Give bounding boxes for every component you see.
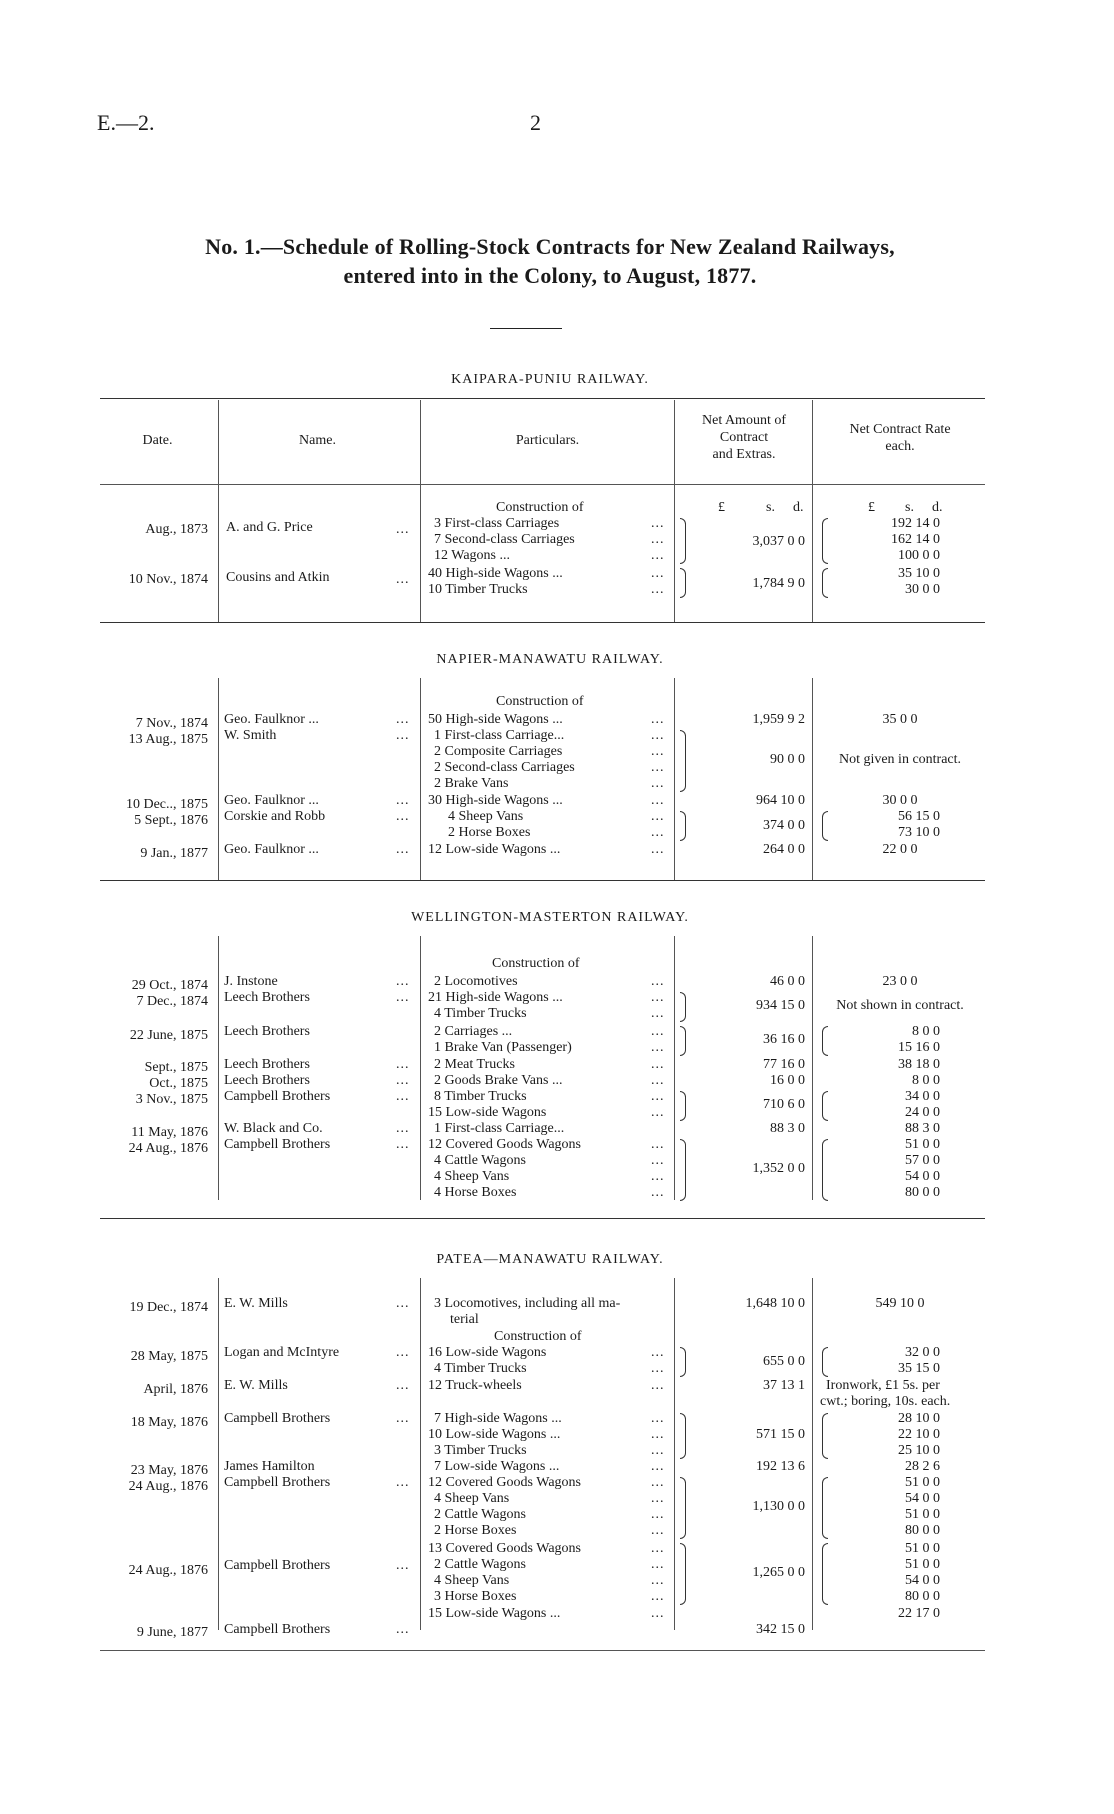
leader-dots: ... [396, 1622, 410, 1637]
particulars-item: 7 Low-side Wagons ... [434, 1459, 560, 1474]
section-bottom-rule [100, 1218, 985, 1219]
left-brace [822, 1413, 828, 1459]
right-brace [680, 1413, 686, 1459]
row-name: E. W. Mills [224, 1296, 288, 1311]
rate-value: 80 0 0 [905, 1589, 940, 1604]
left-brace [822, 1347, 828, 1377]
leader-dots: ... [396, 842, 410, 857]
unit-shilling: s. [766, 500, 775, 515]
rate-value: 8 0 0 [912, 1024, 940, 1039]
rate-value: 80 0 0 [905, 1185, 940, 1200]
row-date: 13 Aug., 1875 [128, 732, 208, 747]
rate-value: 51 0 0 [905, 1541, 940, 1556]
table-bottom-rule [100, 1650, 985, 1651]
row-date: 24 Aug., 1876 [128, 1479, 208, 1494]
rate-value: 30 0 0 [905, 582, 940, 597]
rate-value: 549 10 0 [875, 1296, 925, 1311]
column-divider [218, 936, 219, 1200]
column-header-name: Name. [299, 433, 336, 448]
leader-dots: ... [651, 728, 665, 743]
unit-pence: d. [793, 500, 804, 515]
leader-dots: ... [651, 1378, 665, 1393]
leader-dots: ... [651, 1411, 665, 1426]
left-brace [822, 1026, 828, 1056]
row-name: Corskie and Robb [224, 809, 326, 824]
leader-dots: ... [651, 990, 665, 1005]
page-number: 2 [530, 110, 541, 135]
unit-pound: £ [718, 500, 725, 515]
particulars-item: 4 Sheep Vans [434, 1169, 510, 1184]
particulars-item: 1 Brake Van (Passenger) [434, 1040, 572, 1055]
left-brace [822, 811, 828, 841]
row-name: Cousins and Atkin [226, 570, 330, 585]
particulars-item: 4 Sheep Vans [434, 1573, 510, 1588]
row-name: Campbell Brothers [224, 1622, 331, 1637]
leader-dots: ... [396, 974, 410, 989]
rate-value: 28 2 6 [905, 1459, 940, 1474]
column-divider [812, 400, 813, 622]
row-date: 10 Dec.., 1875 [125, 797, 208, 812]
row-name: Campbell Brothers [224, 1558, 331, 1573]
row-date: April, 1876 [143, 1382, 208, 1397]
rate-value: Not shown in contract. [836, 998, 964, 1013]
leader-dots: ... [396, 990, 410, 1005]
row-amount: 264 0 0 [763, 842, 805, 857]
amount-header-line-2: Contract [719, 430, 769, 445]
leader-dots: ... [396, 1073, 410, 1088]
row-name: Campbell Brothers [224, 1475, 331, 1490]
row-date: 7 Nov., 1874 [135, 716, 208, 731]
leader-dots: ... [396, 793, 410, 808]
title-line-2: entered into in the Colony, to August, 1877. [343, 263, 757, 288]
rate-value: 51 0 0 [905, 1475, 940, 1490]
leader-dots: ... [651, 1169, 665, 1184]
row-amount: 88 3 0 [770, 1121, 805, 1136]
leader-dots: ... [396, 1378, 410, 1393]
rate-value: 57 0 0 [905, 1153, 940, 1168]
column-header-date: Date. [142, 433, 173, 448]
leader-dots: ... [651, 1589, 665, 1604]
leader-dots: ... [651, 1006, 665, 1021]
leader-dots: ... [396, 712, 410, 727]
particulars-item: 30 High-side Wagons ... [428, 793, 563, 808]
column-divider [420, 400, 421, 622]
row-date: 18 May, 1876 [130, 1415, 208, 1430]
leader-dots: ... [651, 1040, 665, 1055]
rate-value: 35 0 0 [882, 712, 918, 727]
column-divider [674, 936, 675, 1200]
particulars-item: 50 High-side Wagons ... [428, 712, 563, 727]
row-amount: 1,265 0 0 [752, 1565, 805, 1580]
leader-dots: ... [396, 728, 410, 743]
column-header-rate [815, 421, 985, 455]
column-divider [218, 678, 219, 880]
page-title [100, 232, 1000, 290]
particulars-item: 12 Low-side Wagons ... [428, 842, 561, 857]
leader-dots: ... [651, 532, 665, 547]
rate-value: 51 0 0 [905, 1507, 940, 1522]
unit-shilling: s. [905, 500, 914, 515]
leader-dots: ... [396, 1137, 410, 1152]
particulars-item: 7 High-side Wagons ... [434, 1411, 562, 1426]
particulars-item: 15 Low-side Wagons ... [428, 1606, 561, 1621]
section-bottom-rule [100, 622, 985, 623]
particulars-item: 4 Timber Trucks [434, 1006, 527, 1021]
rate-value: 24 0 0 [905, 1105, 940, 1120]
row-amount: 1,352 0 0 [752, 1161, 805, 1176]
rate-value: 32 0 0 [905, 1345, 940, 1360]
rate-value: 30 0 0 [882, 793, 918, 808]
column-divider [674, 678, 675, 880]
rate-value: 15 16 0 [898, 1040, 940, 1055]
row-date: 9 June, 1877 [136, 1625, 208, 1640]
leader-dots: ... [651, 1361, 665, 1376]
leader-dots: ... [651, 1345, 665, 1360]
row-date: 22 June, 1875 [129, 1028, 208, 1043]
leader-dots: ... [651, 1507, 665, 1522]
rate-value: 22 17 0 [898, 1606, 940, 1621]
leader-dots: ... [396, 572, 410, 587]
rate-value: 25 10 0 [898, 1443, 940, 1458]
row-amount: 192 13 6 [756, 1459, 805, 1474]
unit-pound: £ [868, 500, 875, 515]
leader-dots: ... [651, 1443, 665, 1458]
leader-dots: ... [651, 1573, 665, 1588]
row-amount: 1,784 9 0 [752, 576, 805, 591]
section-title-napier: NAPIER-MANAWATU RAILWAY. [436, 652, 664, 667]
leader-dots: ... [651, 825, 665, 840]
particulars-item: 2 Goods Brake Vans ... [434, 1073, 563, 1088]
leader-dots: ... [651, 1427, 665, 1442]
leader-dots: ... [651, 776, 665, 791]
title-line-1: No. 1.—Schedule of Rolling-Stock Contracts for New Zealand Railways, [205, 234, 895, 259]
row-name: A. and G. Price [226, 520, 313, 535]
particulars-item: 10 Low-side Wagons ... [428, 1427, 561, 1442]
leader-dots: ... [651, 842, 665, 857]
particulars-item: 12 Covered Goods Wagons [428, 1475, 581, 1490]
rate-value: 192 14 0 [891, 516, 940, 531]
particulars-item: 3 First-class Carriages [434, 516, 560, 531]
row-name: W. Black and Co. [224, 1121, 323, 1136]
row-name: Leech Brothers [224, 1073, 310, 1088]
row-name: James Hamilton [224, 1459, 315, 1474]
rate-value: 100 0 0 [898, 548, 940, 563]
right-brace [680, 1139, 686, 1201]
leader-dots: ... [651, 1137, 665, 1152]
particulars-item: 40 High-side Wagons ... [428, 566, 563, 581]
leader-dots: ... [396, 522, 410, 537]
column-divider [674, 1278, 675, 1630]
leader-dots: ... [396, 1558, 410, 1573]
leader-dots: ... [651, 744, 665, 759]
rate-value: 56 15 0 [898, 809, 940, 824]
right-brace [680, 1477, 686, 1539]
rate-value: 88 3 0 [905, 1121, 940, 1136]
column-divider [218, 400, 219, 622]
row-amount: 16 0 0 [770, 1073, 805, 1088]
row-date: 9 Jan., 1877 [140, 846, 208, 861]
particulars-item: 2 Second-class Carriages [434, 760, 575, 775]
leader-dots: ... [651, 809, 665, 824]
row-date: Oct., 1875 [149, 1076, 208, 1091]
column-divider [812, 1278, 813, 1630]
row-date: Aug., 1873 [145, 522, 208, 537]
row-amount: 655 0 0 [763, 1354, 805, 1369]
leader-dots: ... [651, 974, 665, 989]
particulars-item: 2 Meat Trucks [434, 1057, 515, 1072]
row-name: E. W. Mills [224, 1378, 288, 1393]
leader-dots: ... [651, 582, 665, 597]
rate-value: 73 10 0 [898, 825, 940, 840]
particulars-item: 12 Wagons ... [434, 548, 511, 563]
column-divider [812, 678, 813, 880]
row-date: 11 May, 1876 [131, 1125, 208, 1140]
row-amount: 374 0 0 [763, 818, 805, 833]
rate-header-line-2: each. [885, 439, 915, 454]
particulars-item: 4 Sheep Vans [434, 1491, 510, 1506]
particulars-item: 4 Timber Trucks [434, 1361, 527, 1376]
leader-dots: ... [396, 1057, 410, 1072]
leader-dots: ... [651, 760, 665, 775]
particulars-item: 10 Timber Trucks [428, 582, 528, 597]
row-name: Logan and McIntyre [224, 1345, 340, 1360]
leader-dots: ... [651, 548, 665, 563]
particulars-item: 2 Horse Boxes [448, 825, 531, 840]
row-name: Leech Brothers [224, 1057, 310, 1072]
construction-of-label: Construction of [496, 694, 584, 709]
leader-dots: ... [396, 809, 410, 824]
construction-of-label: Construction of [492, 956, 580, 971]
row-amount: 571 15 0 [756, 1427, 805, 1442]
right-brace [680, 1347, 686, 1377]
leader-dots: ... [651, 566, 665, 581]
particulars-item: 1 First-class Carriage... [434, 728, 565, 743]
row-name: Campbell Brothers [224, 1089, 331, 1104]
particulars-item: 4 Sheep Vans [448, 809, 524, 824]
right-brace [680, 1026, 686, 1056]
leader-dots: ... [651, 1541, 665, 1556]
row-amount: 46 0 0 [770, 974, 805, 989]
rate-value: 22 0 0 [882, 842, 918, 857]
row-amount: 90 0 0 [770, 752, 805, 767]
particulars-item: 12 Covered Goods Wagons [428, 1137, 581, 1152]
leader-dots: ... [396, 1121, 410, 1136]
leader-dots: ... [651, 1185, 665, 1200]
row-date: 5 Sept., 1876 [134, 813, 208, 828]
section-bottom-rule [100, 880, 985, 881]
row-date: 10 Nov., 1874 [128, 572, 208, 587]
row-amount: 342 15 0 [756, 1622, 805, 1637]
row-name: J. Instone [224, 974, 278, 989]
right-brace [680, 568, 686, 598]
column-divider [420, 936, 421, 1200]
particulars-item: 3 Locomotives, including all ma- [434, 1296, 621, 1311]
amount-header-line-3: and Extras. [712, 447, 776, 462]
row-amount: 36 16 0 [763, 1032, 805, 1047]
leader-dots: ... [651, 516, 665, 531]
row-date: 28 May, 1875 [130, 1349, 208, 1364]
section-title-kaipara: KAIPARA-PUNIU RAILWAY. [451, 372, 649, 387]
leader-dots: ... [651, 1606, 665, 1621]
right-brace [680, 811, 686, 841]
particulars-item: 8 Timber Trucks [434, 1089, 527, 1104]
rate-note: cwt.; boring, 10s. each. [820, 1394, 951, 1409]
row-amount: 964 10 0 [756, 793, 805, 808]
rate-value: 34 0 0 [905, 1089, 940, 1104]
particulars-item: 16 Low-side Wagons [428, 1345, 547, 1360]
section-title-patea: PATEA—MANAWATU RAILWAY. [436, 1252, 664, 1267]
column-divider [218, 1278, 219, 1630]
rate-value: 51 0 0 [905, 1557, 940, 1572]
particulars-item: 12 Truck-wheels [428, 1378, 522, 1393]
particulars-item: 2 Horse Boxes [434, 1523, 517, 1538]
rate-value: 80 0 0 [905, 1523, 940, 1538]
row-name: Geo. Faulknor ... [224, 842, 319, 857]
particulars-item: 4 Cattle Wagons [434, 1153, 526, 1168]
particulars-item: 7 Second-class Carriages [434, 532, 575, 547]
row-date: 3 Nov., 1875 [135, 1092, 208, 1107]
row-date: Sept., 1875 [144, 1060, 208, 1075]
leader-dots: ... [651, 1557, 665, 1572]
leader-dots: ... [651, 1523, 665, 1538]
leader-dots: ... [651, 1459, 665, 1474]
header-bottom-rule [100, 484, 985, 485]
particulars-item: 3 Horse Boxes [434, 1589, 517, 1604]
particulars-item: 2 Carriages ... [434, 1024, 513, 1039]
particulars-item: 1 First-class Carriage... [434, 1121, 565, 1136]
particulars-item: 2 Cattle Wagons [434, 1557, 526, 1572]
left-brace [822, 1139, 828, 1201]
rate-note: Ironwork, £1 5s. per [826, 1378, 940, 1393]
construction-of-label: Construction of [496, 500, 584, 515]
rate-value: 23 0 0 [882, 974, 918, 989]
row-amount: 934 15 0 [756, 998, 805, 1013]
right-brace [680, 1091, 686, 1121]
section-title-wellington: WELLINGTON-MASTERTON RAILWAY. [411, 910, 689, 925]
left-brace [822, 568, 828, 598]
left-brace [822, 1543, 828, 1605]
right-brace [680, 1543, 686, 1605]
rate-value: 54 0 0 [905, 1491, 940, 1506]
row-name: Leech Brothers [224, 990, 310, 1005]
leader-dots: ... [651, 712, 665, 727]
leader-dots: ... [651, 1153, 665, 1168]
table-top-rule [100, 398, 985, 399]
row-amount: 1,959 9 2 [752, 712, 805, 727]
amount-header-line-1: Net Amount of [702, 413, 786, 428]
left-brace [822, 1477, 828, 1539]
right-brace [680, 730, 686, 792]
particulars-item: 15 Low-side Wagons [428, 1105, 547, 1120]
title-divider [490, 328, 562, 329]
right-brace [680, 992, 686, 1022]
leader-dots: ... [651, 793, 665, 808]
column-divider [812, 936, 813, 1200]
leader-dots: ... [651, 1475, 665, 1490]
column-header-amount [675, 412, 813, 463]
rate-value: 51 0 0 [905, 1137, 940, 1152]
rate-value: 38 18 0 [898, 1057, 940, 1072]
rate-header-line-1: Net Contract Rate [849, 422, 951, 437]
rate-value: 162 14 0 [891, 532, 940, 547]
document-reference: E.—2. [97, 110, 155, 135]
particulars-item: 3 Timber Trucks [434, 1443, 527, 1458]
particulars-item: 21 High-side Wagons ... [428, 990, 563, 1005]
leader-dots: ... [396, 1475, 410, 1490]
row-amount: 1,648 10 0 [745, 1296, 805, 1311]
row-name: Campbell Brothers [224, 1411, 331, 1426]
particulars-item: 4 Horse Boxes [434, 1185, 517, 1200]
leader-dots: ... [651, 1024, 665, 1039]
rate-value: 54 0 0 [905, 1573, 940, 1588]
leader-dots: ... [396, 1296, 410, 1311]
row-name: Geo. Faulknor ... [224, 793, 319, 808]
rate-value: 35 15 0 [898, 1361, 940, 1376]
unit-pence: d. [932, 500, 943, 515]
row-name: W. Smith [224, 728, 277, 743]
column-divider [674, 400, 675, 622]
row-name: Leech Brothers [224, 1024, 310, 1039]
particulars-item: 2 Brake Vans [434, 776, 509, 791]
column-header-particulars: Particulars. [515, 433, 580, 448]
particulars-item: 2 Locomotives [434, 974, 518, 989]
row-name: Geo. Faulknor ... [224, 712, 319, 727]
rate-value: 28 10 0 [898, 1411, 940, 1426]
particulars-item: 2 Composite Carriages [434, 744, 563, 759]
row-date: 23 May, 1876 [130, 1463, 208, 1478]
rate-value: Not given in contract. [838, 752, 962, 767]
leader-dots: ... [651, 1105, 665, 1120]
row-amount: 710 6 0 [763, 1097, 805, 1112]
right-brace [680, 518, 686, 564]
rate-value: 35 10 0 [898, 566, 940, 581]
leader-dots: ... [396, 1345, 410, 1360]
leader-dots: ... [651, 1057, 665, 1072]
leader-dots: ... [396, 1411, 410, 1426]
rate-value: 8 0 0 [912, 1073, 940, 1088]
row-name: Campbell Brothers [224, 1137, 331, 1152]
row-date: 29 Oct., 1874 [131, 978, 208, 993]
construction-of-label: Construction of [494, 1329, 582, 1344]
row-date: 19 Dec., 1874 [129, 1300, 208, 1315]
particulars-item: 13 Covered Goods Wagons [428, 1541, 581, 1556]
row-amount: 3,037 0 0 [752, 534, 805, 549]
row-date: 24 Aug., 1876 [128, 1563, 208, 1578]
column-divider [420, 678, 421, 880]
row-amount: 1,130 0 0 [752, 1499, 805, 1514]
rate-value: 22 10 0 [898, 1427, 940, 1442]
row-amount: 77 16 0 [763, 1057, 805, 1072]
particulars-item: terial [450, 1312, 479, 1327]
row-amount: 37 13 1 [763, 1378, 805, 1393]
row-date: 24 Aug., 1876 [128, 1141, 208, 1156]
rate-value: 54 0 0 [905, 1169, 940, 1184]
column-divider [420, 1278, 421, 1630]
left-brace [822, 518, 828, 564]
leader-dots: ... [651, 1491, 665, 1506]
left-brace [822, 1091, 828, 1121]
leader-dots: ... [396, 1089, 410, 1104]
row-date: 7 Dec., 1874 [136, 994, 208, 1009]
leader-dots: ... [651, 1073, 665, 1088]
leader-dots: ... [651, 1089, 665, 1104]
particulars-item: 2 Cattle Wagons [434, 1507, 526, 1522]
